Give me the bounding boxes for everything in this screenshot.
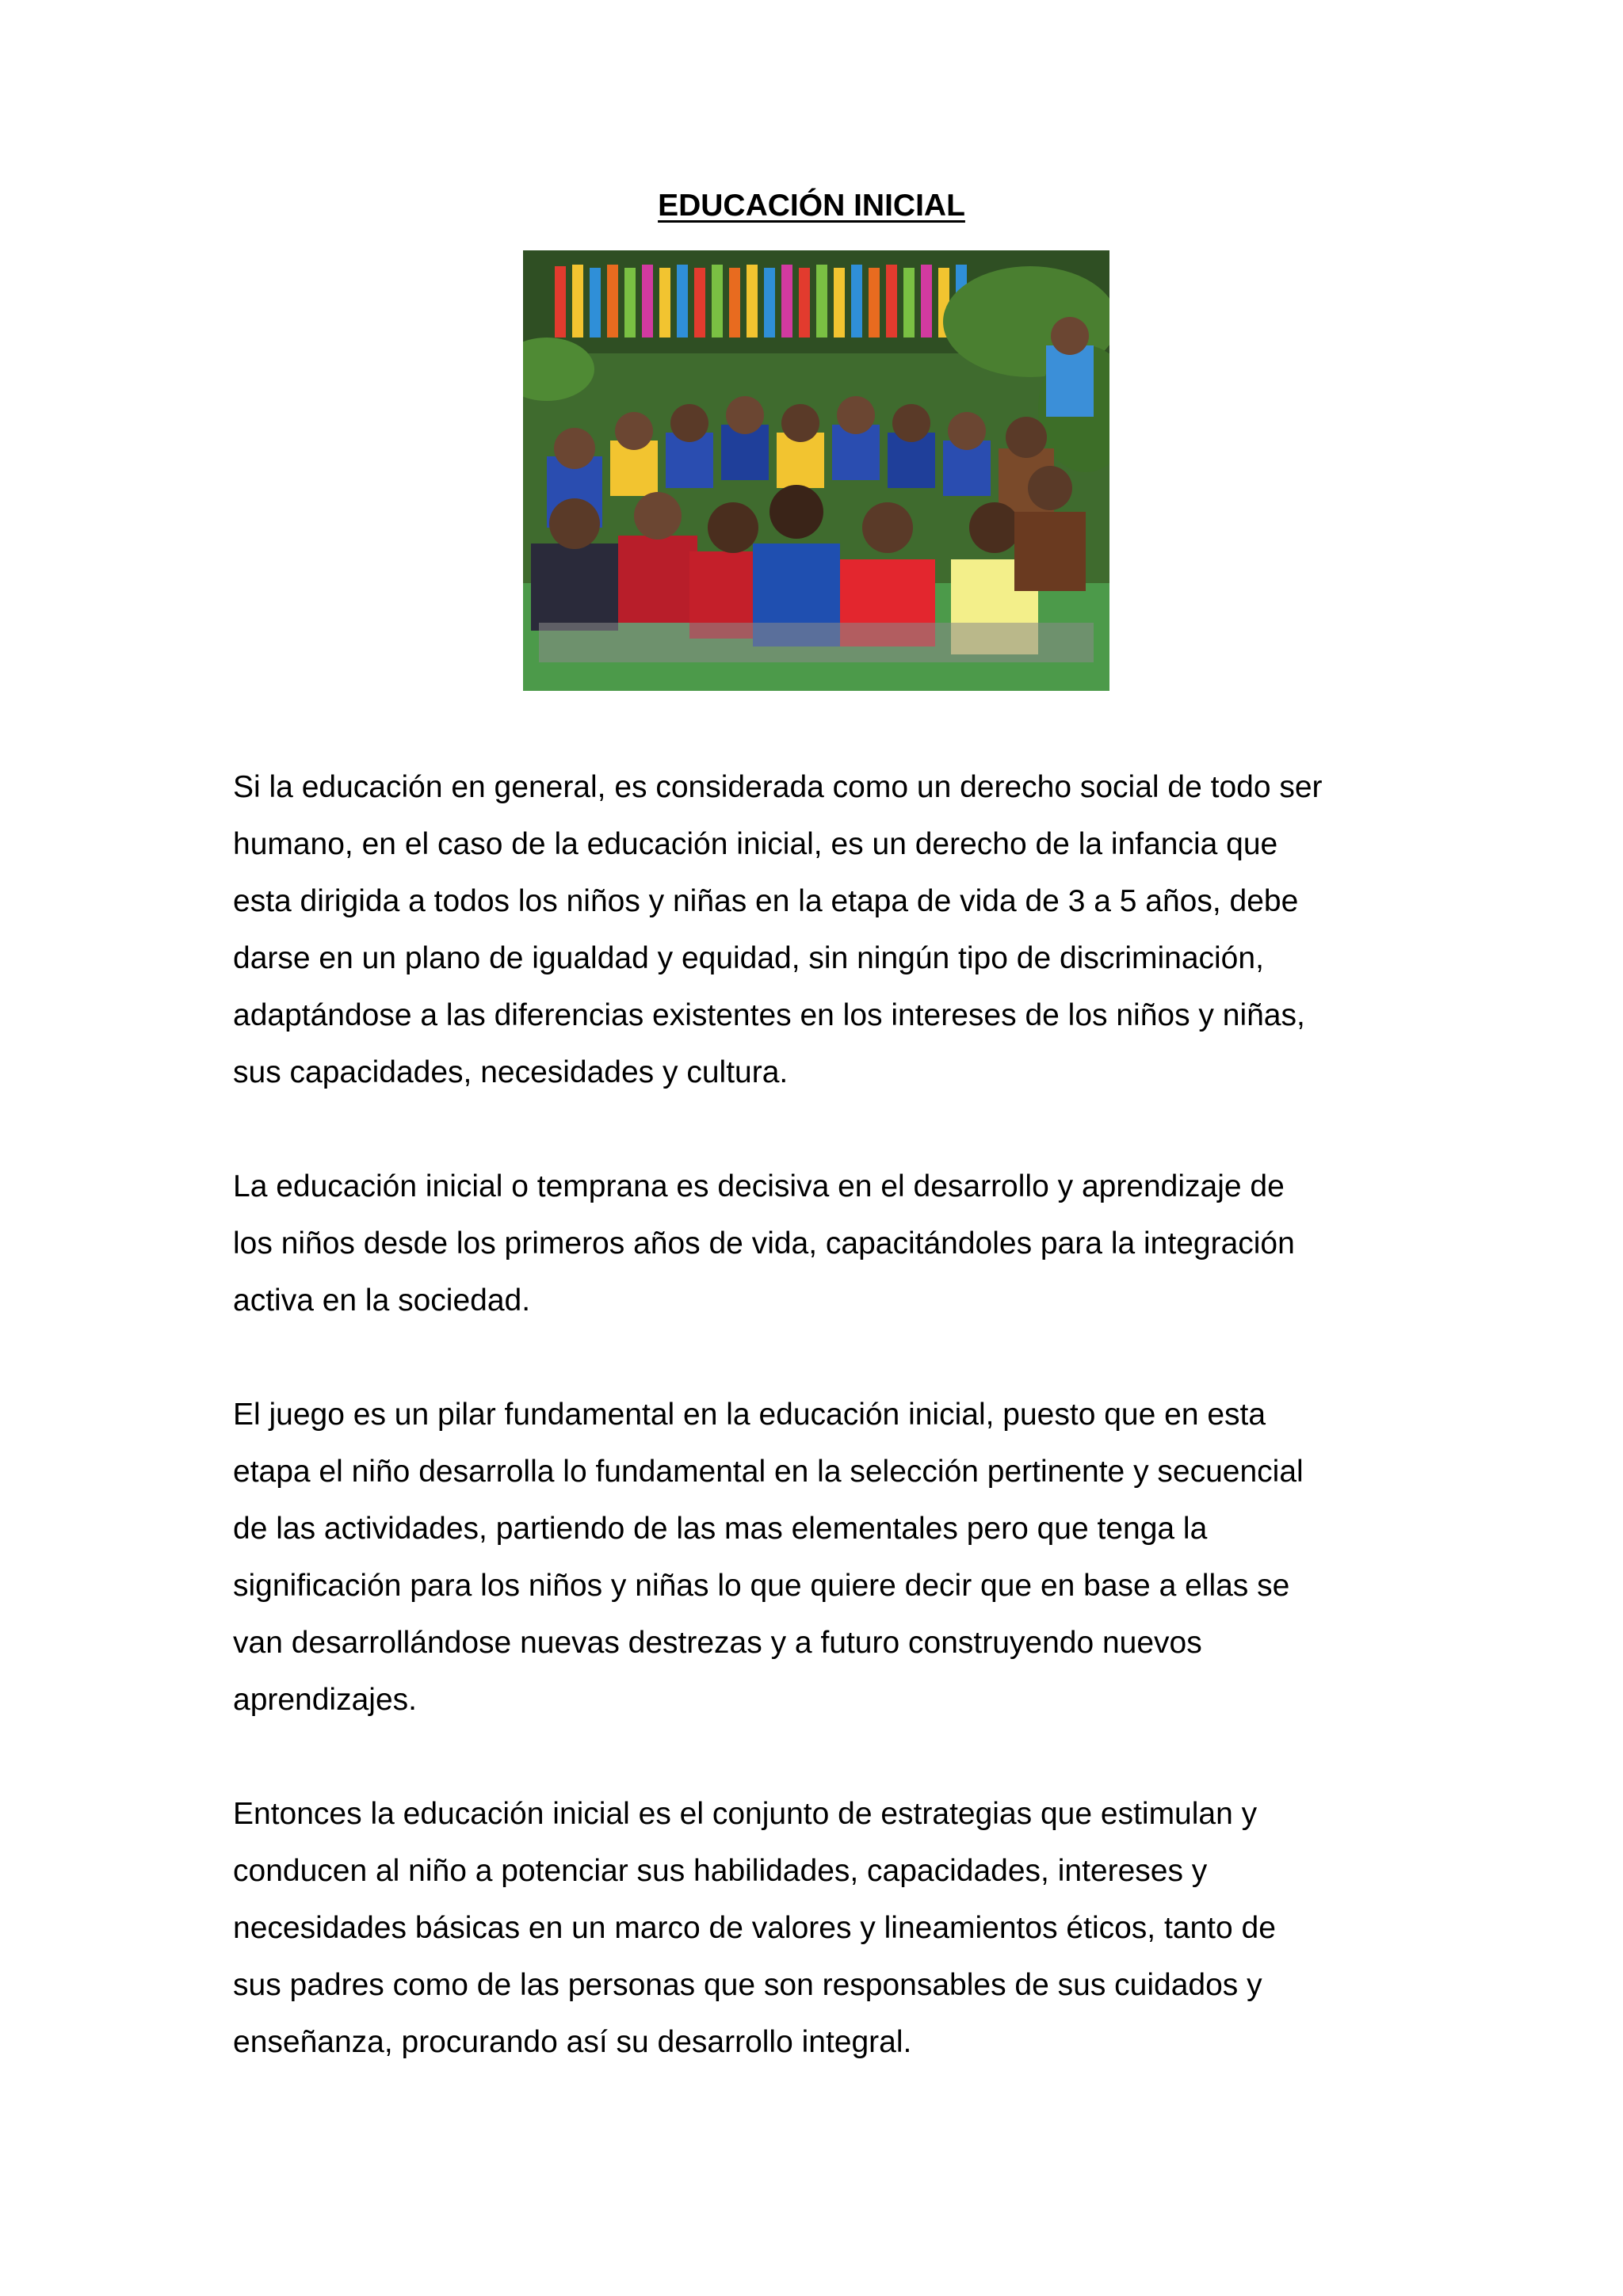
photo-children-group-icon [523,250,1109,691]
paragraph-1: Si la educación en general, es considerada como un derecho social de todo ser humano, en el caso de la educación inicial, es un derecho de la infancia que esta dirigida a todos los niños y niñas en la etapa de vida de 3 a 5 años, debe darse en un plano de igualdad y equidad, sin ningún tipo de discriminación, adaptándose a las diferencias existentes en los intereses de los niños y niñas, sus capacidades, necesidades y cultura. [233,770,1323,1089]
children-photo [523,250,1109,691]
paragraph-2: La educación inicial o temprana es decisiva en el desarrollo y aprendizaje de los niños desde los primeros años de vida, capacitándoles para la integración activa en la sociedad. [233,1169,1295,1318]
paragraph-4: Entonces la educación inicial es el conjunto de estrategias que estimulan y conducen al niño a potenciar sus habilidades, capacidades, intereses y necesidades básicas en un marco de valores y lineamientos éticos, tanto de sus padres como de las personas que son responsables de sus cuidados y enseñanza, procurando así su desarrollo integral. [233,1797,1276,2059]
body-text [233,759,1422,2128]
page-title: EDUCACIÓN INICIAL [658,189,965,223]
paragraph-3: El juego es un pilar fundamental en la educación inicial, puesto que en esta etapa el niño desarrolla lo fundamental en la selección pertinente y secuencial de las actividades, partiendo de las mas elementales pero que tenga la significación para los niños y niñas lo que quiere decir que en base a ellas se van desarrollándose nuevas destrezas y a futuro construyendo nuevos aprendizajes. [233,1398,1304,1717]
